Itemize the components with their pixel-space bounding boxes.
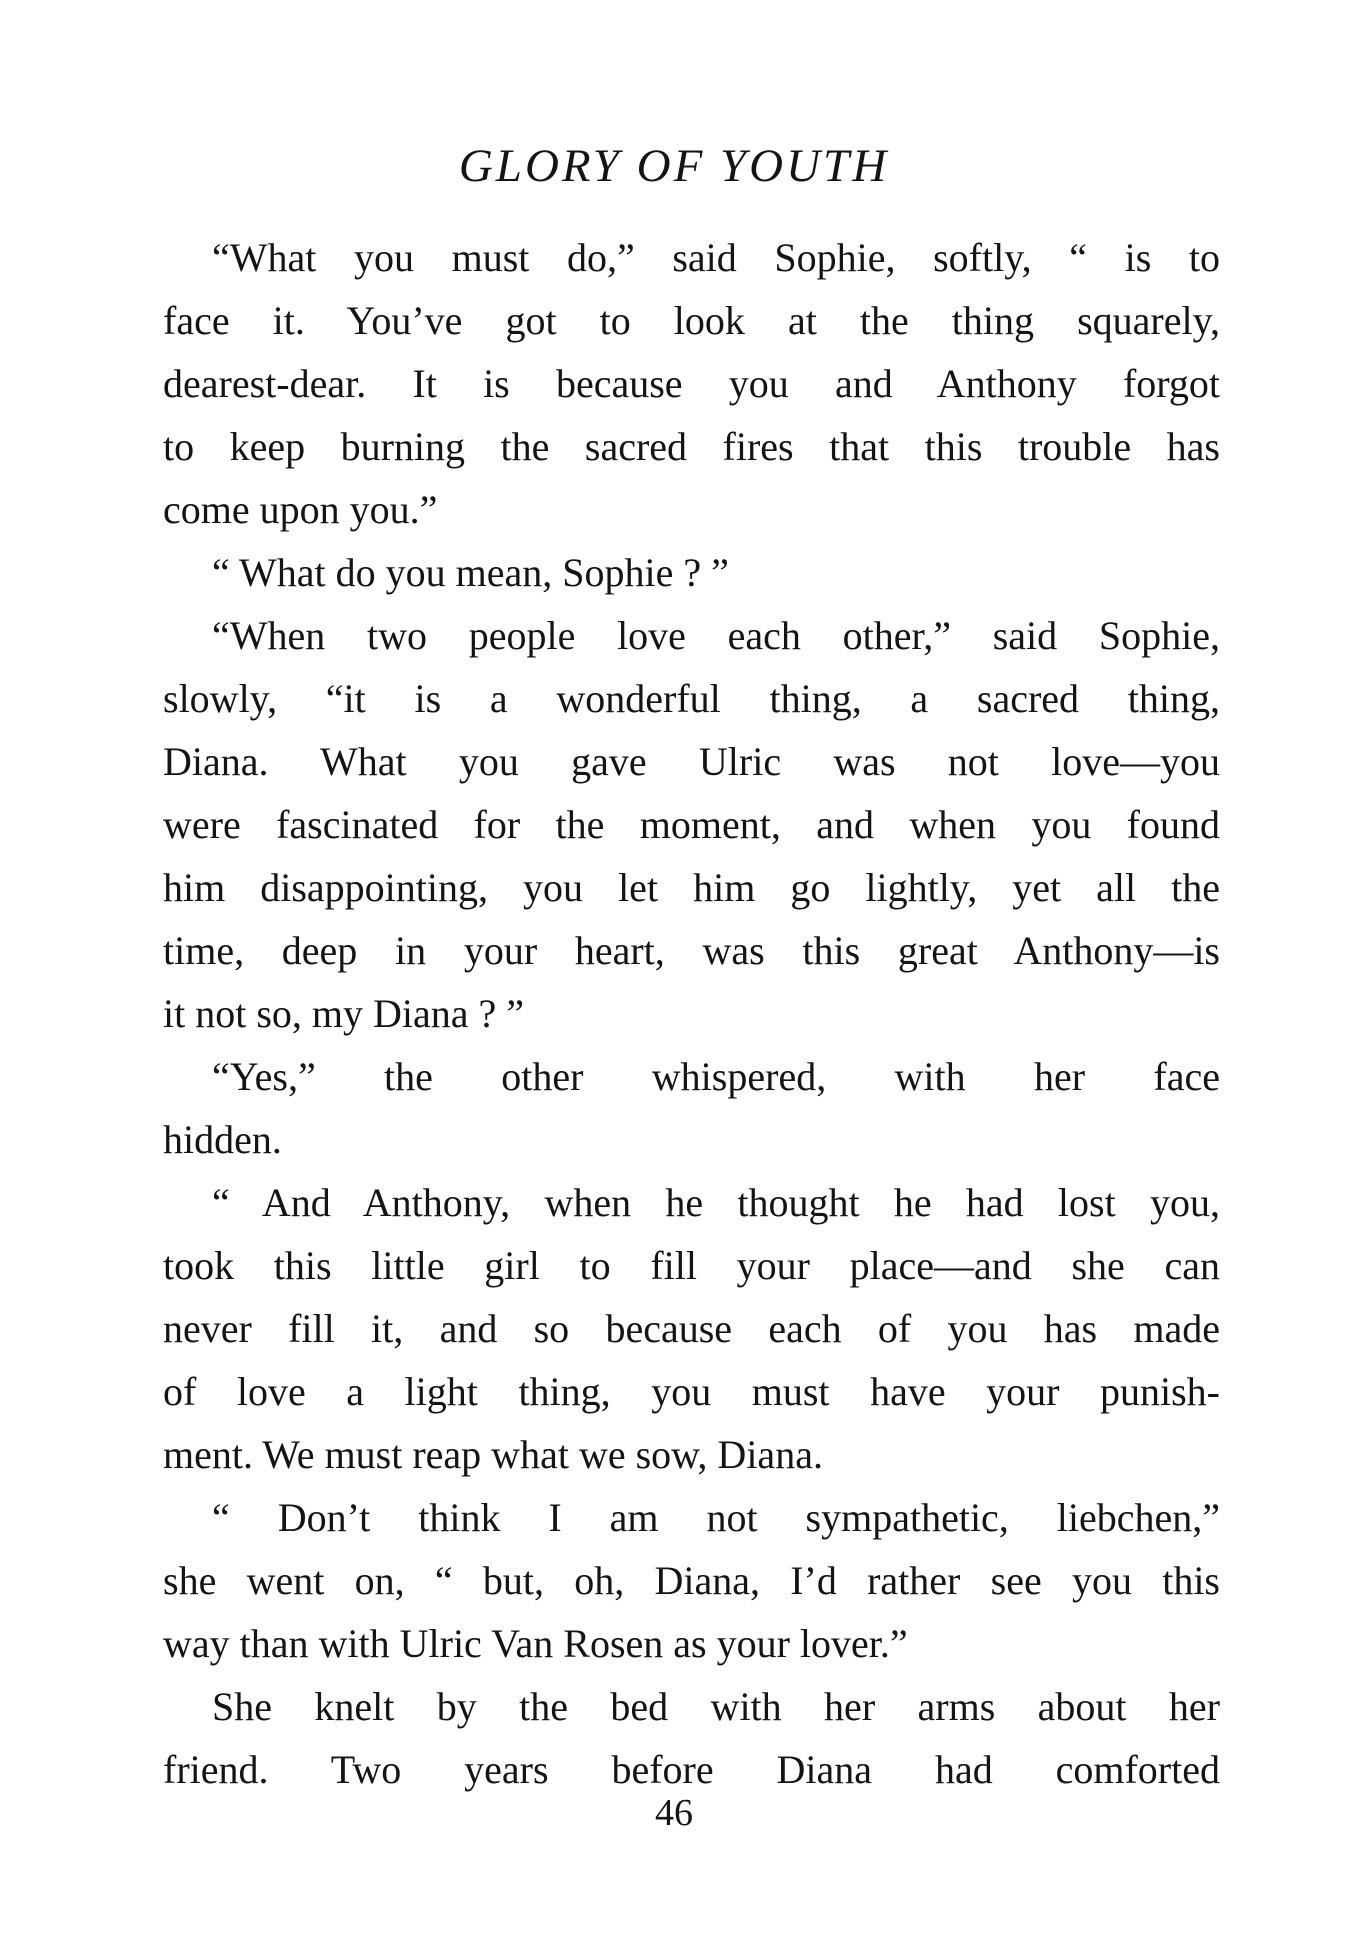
running-head: GLORY OF YOUTH: [458, 140, 890, 192]
text-line: she went on, “ but, oh, Diana, I’d rather see you this: [163, 1558, 1220, 1603]
text-line: hidden.: [163, 1117, 282, 1162]
text-line: “What you must do,” said Sophie, softly, “ is to: [212, 235, 1220, 280]
text-line: of love a light thing, you must have your punish-: [163, 1369, 1220, 1414]
text-line: were fascinated for the moment, and when you found: [163, 802, 1220, 847]
text-line: “Yes,” the other whispered, with her face: [212, 1054, 1220, 1099]
text-line: time, deep in your heart, was this great Anthony—is: [163, 928, 1220, 973]
body-text: [163, 226, 1220, 1801]
text-line: “ Don’t think I am not sympathetic, liebchen,”: [212, 1495, 1220, 1540]
text-line: “When two people love each other,” said Sophie,: [212, 613, 1220, 658]
text-line: took this little girl to fill your place—and she can: [163, 1243, 1220, 1288]
text-line: him disappointing, you let him go lightly, yet all the: [163, 865, 1220, 910]
text-line: come upon you.”: [163, 487, 438, 532]
text-line: face it. You’ve got to look at the thing squarely,: [163, 298, 1220, 343]
page-number: 46: [655, 1792, 693, 1834]
text-line: slowly, “it is a wonderful thing, a sacred thing,: [163, 676, 1220, 721]
text-line: “ What do you mean, Sophie ? ”: [212, 550, 729, 595]
text-line: ment. We must reap what we sow, Diana.: [163, 1432, 823, 1477]
text-line: dearest-dear. It is because you and Anthony forgot: [163, 361, 1220, 406]
text-line: Diana. What you gave Ulric was not love—you: [163, 739, 1220, 784]
text-line: friend. Two years before Diana had comforted: [163, 1747, 1220, 1792]
text-line: She knelt by the bed with her arms about her: [212, 1684, 1220, 1729]
text-line: it not so, my Diana ? ”: [163, 991, 525, 1036]
text-line: way than with Ulric Van Rosen as your lover.”: [163, 1621, 908, 1666]
text-line: “ And Anthony, when he thought he had lost you,: [212, 1180, 1220, 1225]
text-line: to keep burning the sacred fires that this trouble has: [163, 424, 1220, 469]
text-line: never fill it, and so because each of you has made: [163, 1306, 1220, 1351]
